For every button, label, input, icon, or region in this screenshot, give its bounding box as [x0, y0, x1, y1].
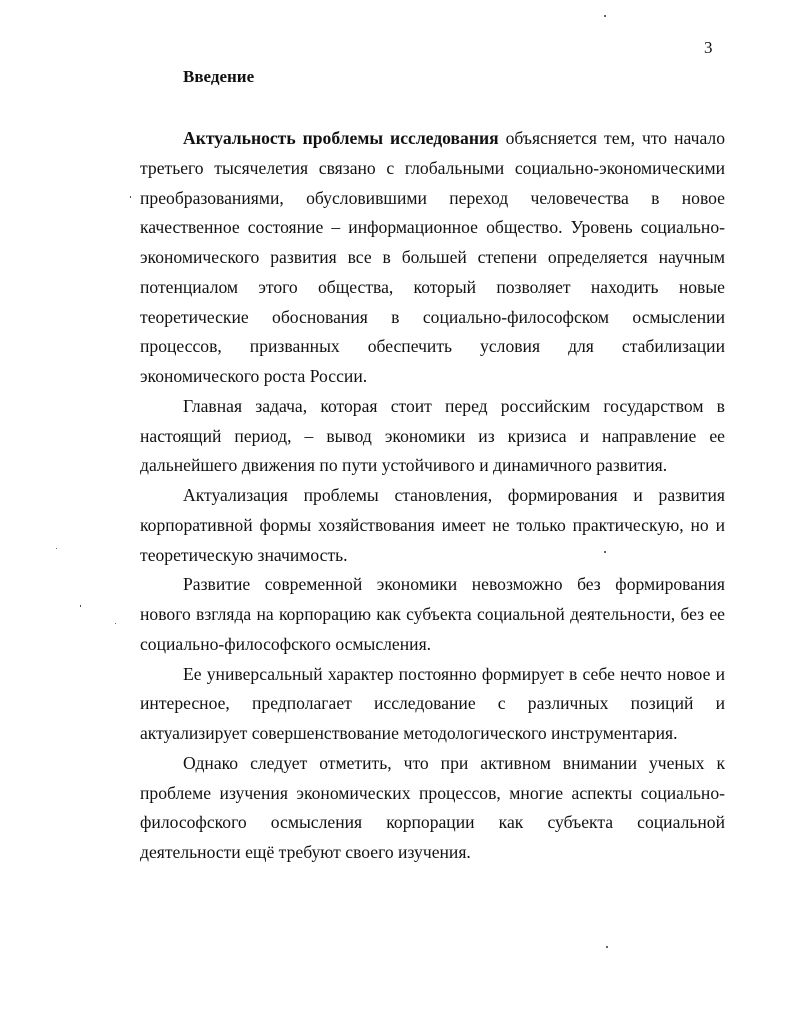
- scan-speck: [604, 551, 606, 553]
- paragraph-conclusion: Однако следует отметить, что при активном внимании ученых к проблеме изучения экономических процессов, многие аспекты социально-философского осмысления корпорации как субъекта социальной деятельности ещё требуют своего изучения.: [140, 752, 725, 862]
- scan-speck: [80, 605, 81, 607]
- scan-speck: [130, 196, 131, 198]
- scan-speck: [56, 548, 57, 549]
- paragraph-main-task: Главная задача, которая стоит перед российским государством в настоящий период, – вывод экономики из кризиса и направление ее дальнейшего движения по пути устойчивого и динамичного развития.: [140, 395, 725, 476]
- paragraph-text: объясняется тем, что начало третьего тысячелетия связано с глобальными социально-экономическими преобразованиями, обусловившими переход человечества в новое качественное состояние – информационное общество. Уровень социально-экономического развития все в большей степени определяется научным потенциалом этого общества, который позволяет находить новые теоретические обоснования в социально-философском осмыслении процессов, призванных обеспечить условия для стабилизации экономического роста России.: [140, 128, 725, 386]
- paragraph-lead-bold: Актуальность проблемы исследования: [183, 128, 499, 148]
- scan-speck: [604, 15, 606, 17]
- page-number: 3: [704, 38, 713, 57]
- paragraph-relevance: [140, 124, 725, 392]
- scan-speck: [606, 946, 608, 948]
- section-heading: Введение: [183, 67, 255, 86]
- paragraph-actualization: Актуализация проблемы становления, формирования и развития корпоративной формы хозяйствования имеет не только практическую, но и теоретическую значимость.: [140, 485, 725, 565]
- scan-speck: [115, 623, 116, 624]
- paragraph-universal-character: Ее универсальный характер постоянно формирует в себе нечто новое и интересное, предполагает исследование с различных позиций и актуализирует совершенствование методологического инструментария.: [140, 663, 725, 743]
- body-text: [140, 124, 725, 868]
- paragraph-modern-economy: Развитие современной экономики невозможно без формирования нового взгляда на корпорацию как субъекта социальной деятельности, без ее социально-философского осмысления.: [140, 574, 725, 654]
